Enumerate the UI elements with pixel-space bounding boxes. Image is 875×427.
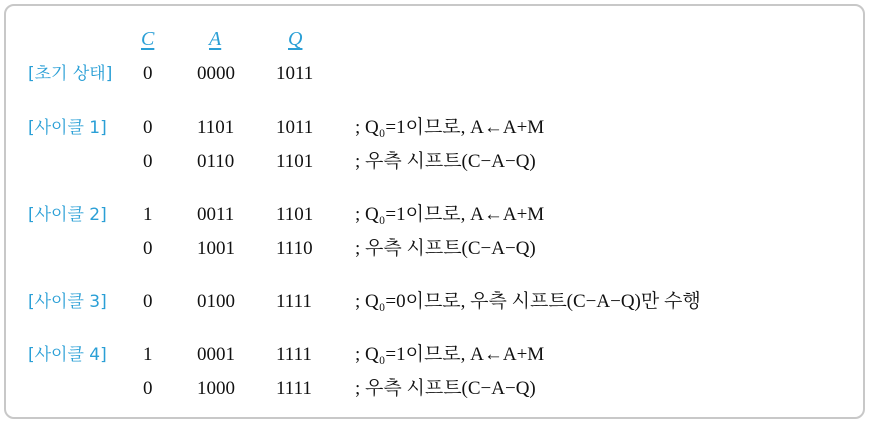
- value-c: 0: [143, 291, 153, 312]
- value-q: 1110: [276, 238, 313, 259]
- row-label: [사이클 2]: [28, 205, 107, 225]
- table-row: [0, 235, 875, 263]
- row-label: [사이클 3]: [28, 292, 107, 312]
- column-header-q: Q: [288, 28, 303, 50]
- value-a: 1101: [197, 117, 235, 138]
- value-q: 1111: [276, 344, 312, 365]
- table-row: [0, 114, 875, 142]
- row-comment: ; 우측 시프트(C−A−Q): [355, 151, 536, 172]
- row-comment: ; 우측 시프트(C−A−Q): [355, 378, 536, 399]
- value-c: 0: [143, 151, 153, 172]
- value-a: 0001: [197, 344, 235, 365]
- value-q: 1111: [276, 378, 312, 399]
- value-c: 0: [143, 63, 153, 84]
- value-q: 1011: [276, 117, 314, 138]
- row-comment: ; Q₀=1이므로, A←A+M: [355, 117, 545, 138]
- value-q: 1101: [276, 151, 314, 172]
- value-a: 0100: [197, 291, 235, 312]
- row-comment: ; Q₀=1이므로, A←A+M: [355, 204, 545, 225]
- row-label: [초기 상태]: [28, 64, 113, 84]
- value-c: 1: [143, 204, 153, 225]
- value-q: 1011: [276, 63, 314, 84]
- value-a: 0110: [197, 151, 235, 172]
- column-header-c: C: [141, 28, 155, 50]
- value-q: 1111: [276, 291, 312, 312]
- value-c: 1: [143, 344, 153, 365]
- value-a: 0000: [197, 63, 235, 84]
- value-a: 0011: [197, 204, 235, 225]
- value-c: 0: [143, 378, 153, 399]
- value-c: 0: [143, 238, 153, 259]
- row-comment: ; Q₀=0이므로, 우측 시프트(C−A−Q)만 수행: [355, 291, 701, 312]
- value-a: 1000: [197, 378, 235, 399]
- value-q: 1101: [276, 204, 314, 225]
- table-row: [0, 60, 875, 88]
- row-comment: ; 우측 시프트(C−A−Q): [355, 238, 536, 259]
- row-comment: ; Q₀=1이므로, A←A+M: [355, 344, 545, 365]
- table-row: [0, 201, 875, 229]
- table-row: [0, 288, 875, 316]
- column-header-a: A: [209, 28, 222, 50]
- row-label: [사이클 1]: [28, 118, 107, 138]
- table-row: [0, 375, 875, 403]
- value-c: 0: [143, 117, 153, 138]
- row-label: [사이클 4]: [28, 345, 107, 365]
- table-row: [0, 148, 875, 176]
- value-a: 1001: [197, 238, 235, 259]
- table-row: [0, 341, 875, 369]
